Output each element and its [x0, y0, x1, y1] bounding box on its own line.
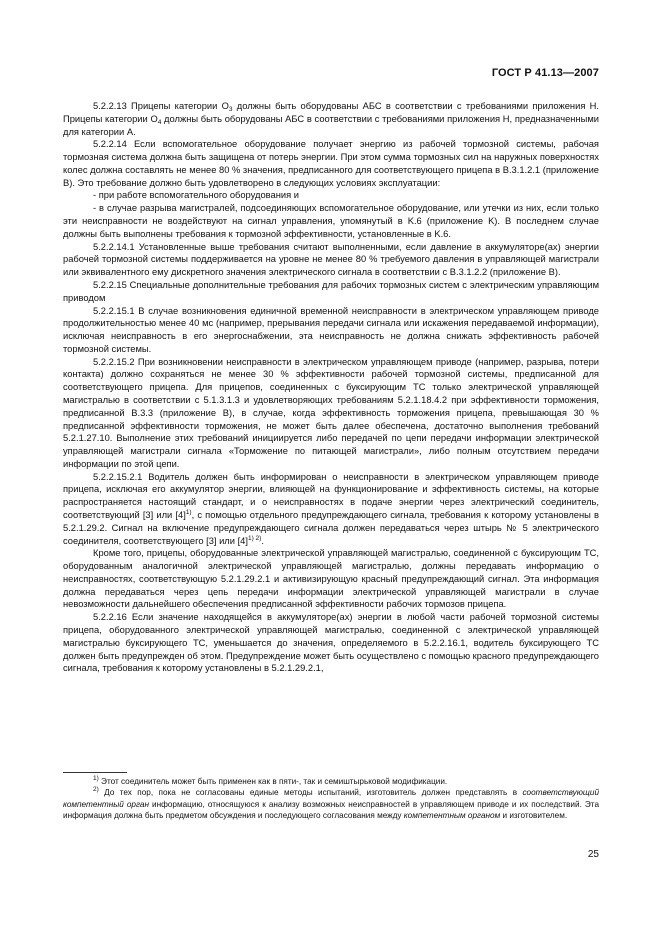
footnote-text: информацию, относящуюся к анализу возможных неисправностей в управляющем приводе и их последствий. Эта информация должна быть предметом обсуждения и последующего согласования между — [63, 799, 600, 820]
footnote-divider — [63, 772, 127, 773]
page-number: 25 — [587, 849, 599, 860]
footnote-text: До тех пор, пока не согласованы единые методы испытаний, изготовитель должен представлять в — [98, 788, 523, 798]
text-run: 5.2.2.15.2.1 Водитель должен быть информирован о неисправности в электрическом управляющем приводе прицепа, исключая его аккумулятор энергии, влияющей на функционирование и эффективность системы, на которые распространяется настоящий стандарт, и о неисправностях в подаче энергии через электрический соединитель, соответствующий [3] или [4] — [63, 471, 599, 520]
paragraph-additional-requirements: Кроме того, прицепы, оборудованные электрической управляющей магистралью, соединенной с буксирующим ТС, оборудованным аналогичной электрической управляющей магистралью, должны передавать информацию о неисправностях, соответствующую 5.2.1.29.2.1 и активизирующую красный предупреждающий сигнал. Эта информация должна передаваться через цепь передачи информации электрической управляющей магистрали в случае невозможности дальнейшего обеспечения предписанной эффективности рабочих тормозов прицепа. — [63, 548, 599, 610]
paragraph-5-2-2-14-1: 5.2.2.14.1 Установленные выше требования считают выполненными, если давление в аккумуляторе(ах) энергии рабочей тормозной системы поддерживается на уровне не менее 80 % требуемого давления в управляющей магистрали или эквивалентного ему дискретного значения электрического сигнала в соответствии с В.3.1.2.2 (приложение В). — [63, 241, 599, 278]
standard-header: ГОСТ Р 41.13—2007 — [491, 67, 599, 79]
footnote-1 — [63, 776, 599, 787]
text-run: должны быть оборудованы АБС в соответствии с требованиями приложения H. Прицепы категории O — [63, 101, 599, 124]
text-run: должны быть оборудованы АБС в соответствии с требованиями приложения H, предназначенными для категории A. — [63, 113, 599, 137]
subscript: 4 — [157, 118, 162, 126]
subscript: 3 — [228, 106, 233, 113]
footnote-marker: 2) — [93, 786, 99, 794]
footnotes — [63, 776, 599, 821]
footnote-italic-term: соответствующий компетентный орган — [63, 788, 599, 809]
footnote-italic-term: компетентным органом — [403, 810, 501, 820]
text-run: 5.2.2.13 Прицепы категории O — [93, 101, 229, 111]
list-item-condition-2: - в случае разрыва магистралей, подсоединяющих вспомогательное оборудование, или утечки из них, если только эти неисправности не воздействуют на сигнал управления, упомянутый в K.6 (приложение K). В последнем случае должны быть выполнены требования к тормозной эффективности, установленные в K.6. — [63, 203, 599, 239]
footnote-ref: 1) 2) — [247, 534, 262, 542]
body-text — [63, 100, 599, 675]
footnote-marker: 1) — [93, 775, 99, 782]
paragraph-5-2-2-13 — [63, 100, 599, 138]
paragraph-5-2-2-15: 5.2.2.15 Специальные дополнительные требования для рабочих тормозных систем с электрическим управляющим приводом — [63, 279, 599, 303]
text-run: . — [261, 535, 264, 546]
paragraph-5-2-2-15-2-1 — [63, 471, 599, 548]
list-item-condition-1: - при работе вспомогательного оборудования и — [93, 190, 299, 201]
footnote-2 — [63, 787, 599, 821]
paragraph-5-2-2-16: 5.2.2.16 Если значение находящейся в аккумуляторе(ах) энергии в любой части рабочей тормозной системы прицепа, оборудованного электрической управляющей магистралью, соединенной с электрической управляющей магистралью буксирующего ТС, уменьшается до значения, определяемого в 5.2.2.16.1, водитель буксирующего ТС должен быть предупрежден об этом. Предупреждение может быть осуществлено с помощью красного предупреждающего сигнала, требования к которому установлены в 5.2.1.29.2.1, — [63, 612, 599, 674]
paragraph-5-2-2-15-1: 5.2.2.15.1 В случае возникновения единичной временной неисправности в электрическом управляющем приводе продолжительностью менее 40 мс (например, прерывания передачи сигнала или искажения передаваемой информации), исключая неисправность в его энергоснабжении, эта неисправность не должна снижать эффективность рабочей тормозной системы. — [63, 305, 599, 354]
paragraph-5-2-2-14: 5.2.2.14 Если вспомогательное оборудование получает энергию из рабочей тормозной системы, рабочая тормозная система должна быть защищена от потерь энергии. При этом сумма тормозных сил на наружных поверхностях колес должна составлять не менее 80 % значения, предписанного для соответствующего прицепа в В.3.1.2.1 (приложение В). Это требование должно быть удовлетворено в следующих условиях эксплуатации: — [63, 139, 599, 188]
footnote-text: и изготовителем. — [500, 810, 568, 820]
text-run: , с помощью отдельного предупреждающего сигнала, требования к которому установлены в 5.2.1.29.2. Сигнал на включение предупреждающего сигнала должен передаваться через штырь № 5 электрического соединителя, соответствующего [3] или [4] — [63, 510, 599, 546]
footnote-text: Этот соединитель может быть применен как в пяти-, так и семиштырьковой модификации. — [98, 777, 448, 786]
footnote-ref: 1) — [185, 509, 192, 516]
paragraph-5-2-2-15-2: 5.2.2.15.2 При возникновении неисправности в электрическом управляющем приводе (например, разрыва, потери контакта) должно сохраняться не менее 30 % эффективности рабочей тормозной системы, предписанной для соответствующего прицепа. Для прицепов, соединенных с буксирующим ТС только электрической управляющей магистралью в соответствии с 5.1.3.1.3 и удовлетворяющих требованиям 5.2.1.18.4.2 при эффективности торможения, предписанной В.3.3 (приложение В), в случае, когда эффективность торможения прицепа, превышающая 30 % предписанной эффективности торможения, не может быть далее обеспечена, достаточно выполнения требований 5.2.1.27.10. Выполнение этих требований инициируется либо передачей по цепи передачи информации электрической управляющей магистрали сигнала «Торможение по питающей магистрали», либо полным отсутствием передачи информации по этой цепи. — [63, 356, 599, 469]
